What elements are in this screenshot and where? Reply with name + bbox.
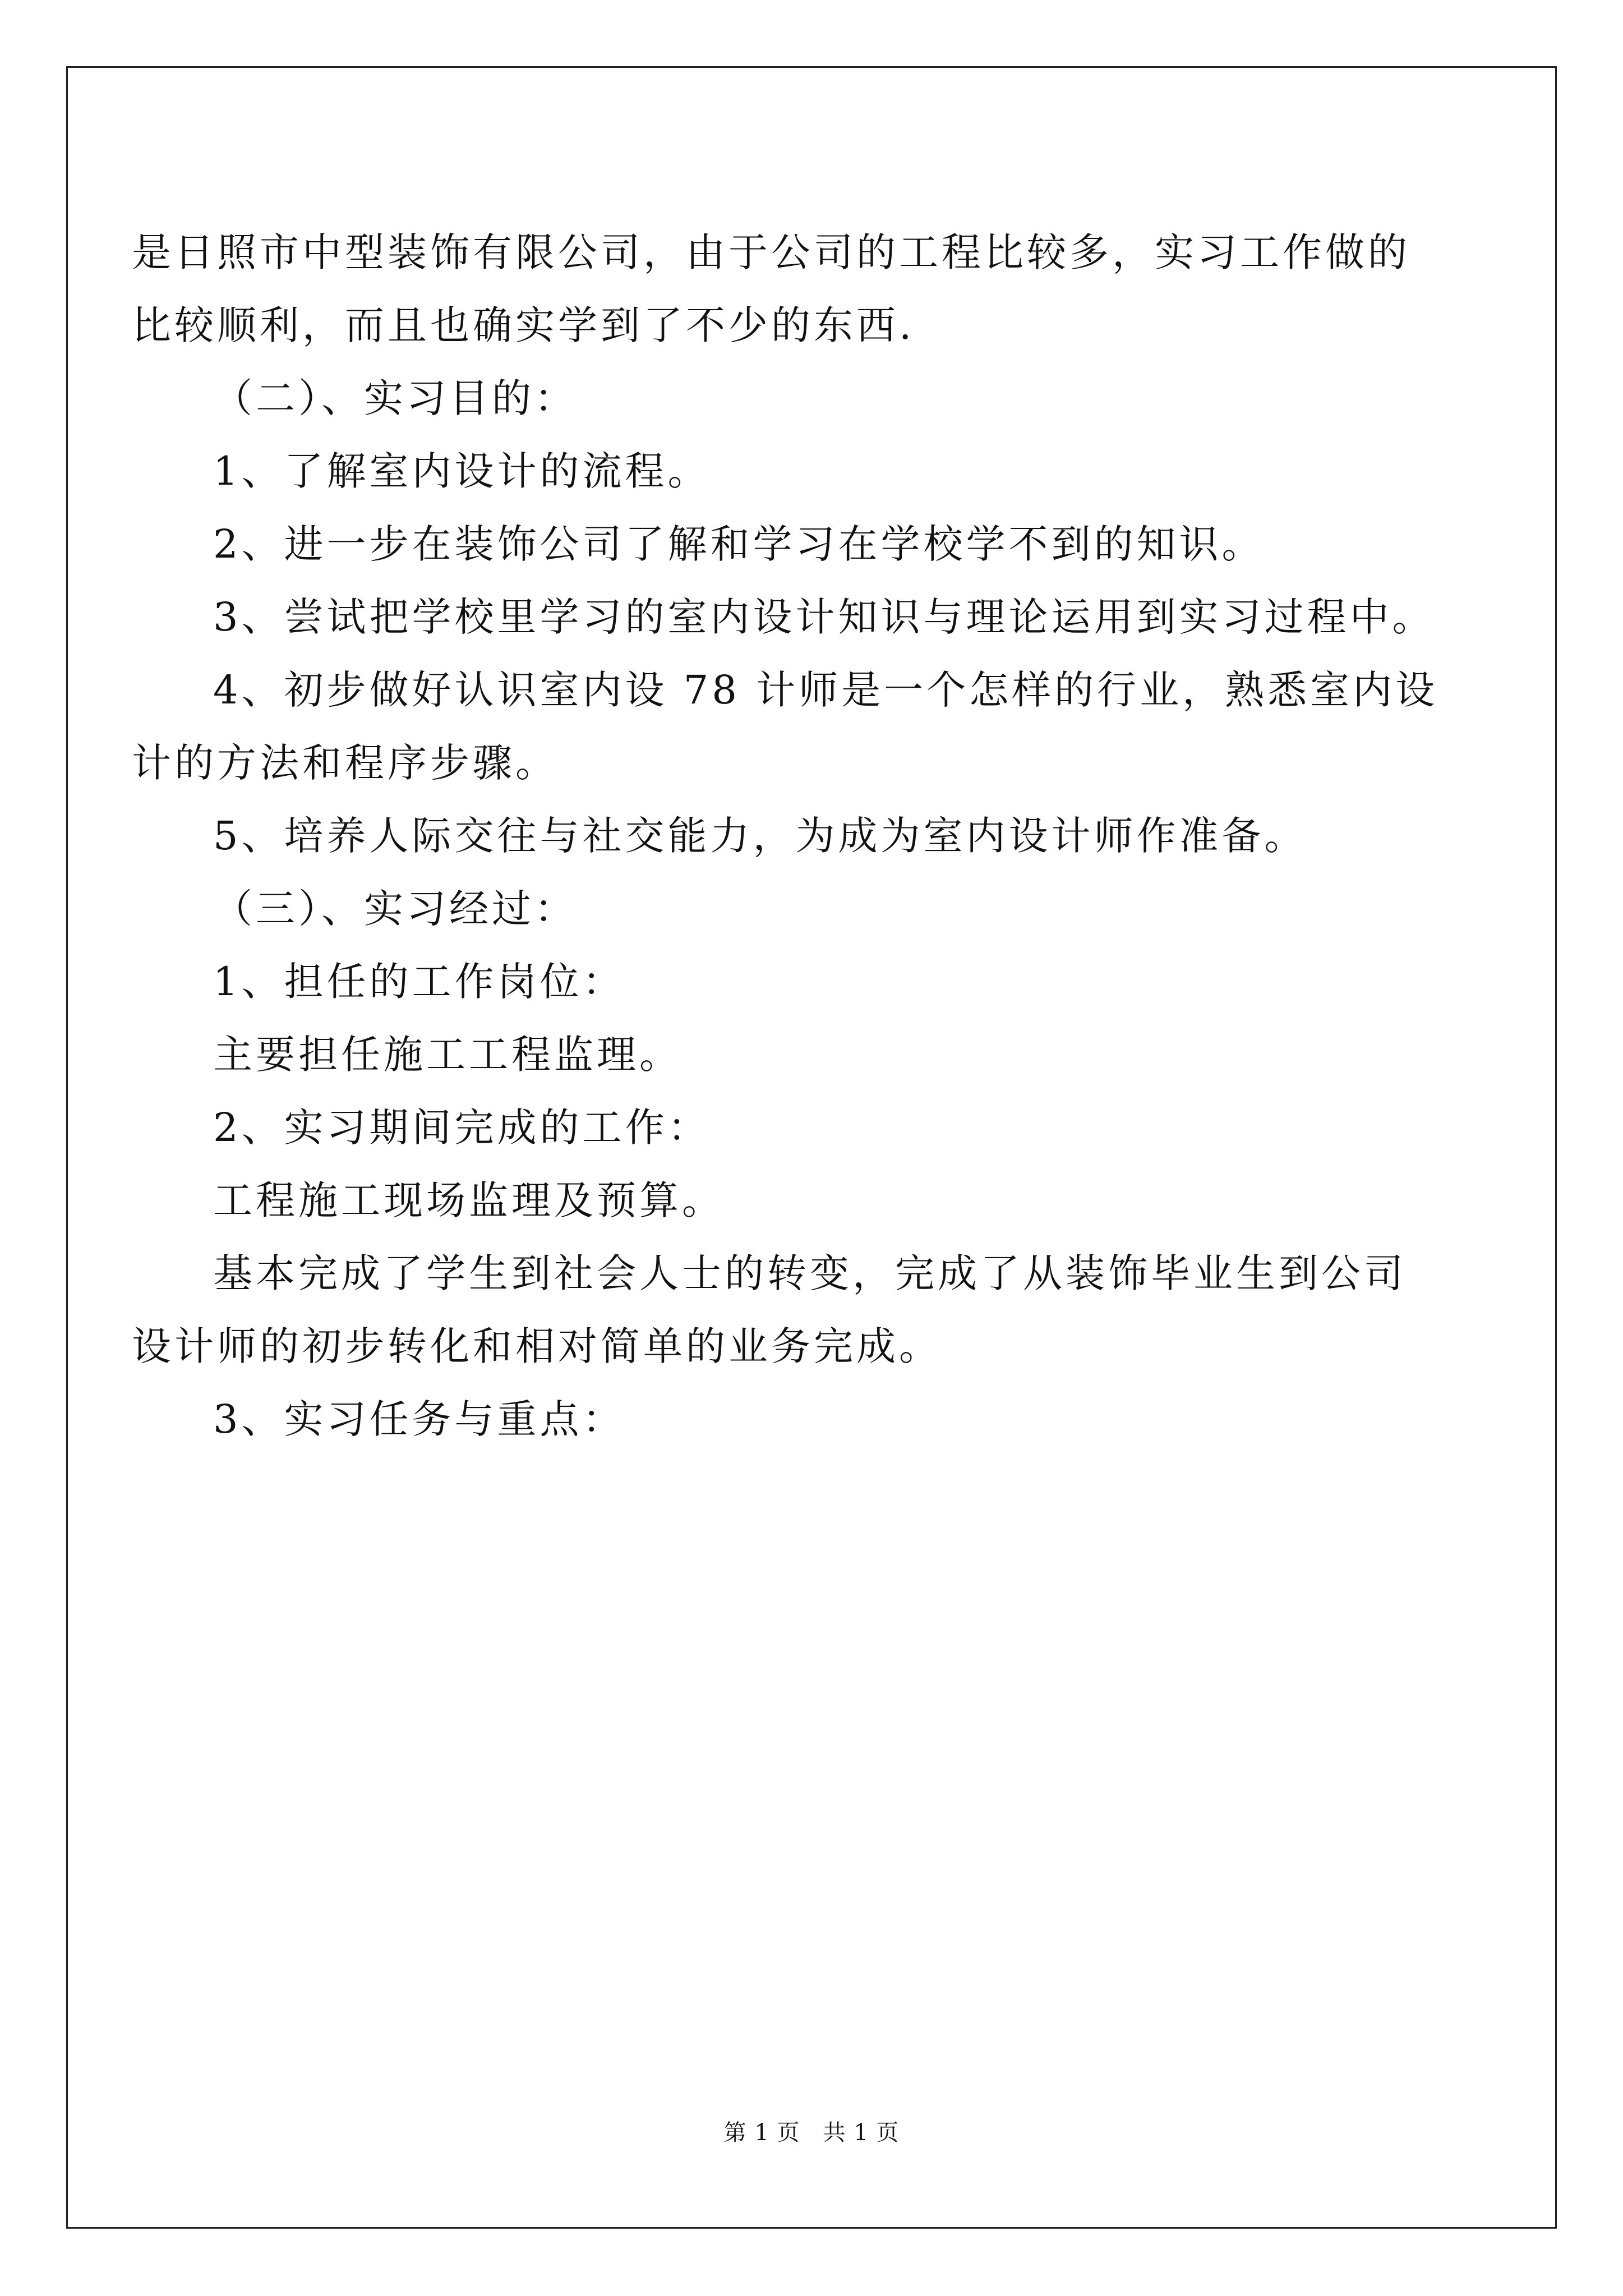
list-item: 3、尝试把学校里学习的室内设计知识与理论运用到实习过程中。 bbox=[213, 594, 1435, 640]
list-item: 1、担任的工作岗位： bbox=[213, 959, 625, 1005]
list-item: 1、了解室内设计的流程。 bbox=[213, 448, 711, 494]
list-item: 2、实习期间完成的工作： bbox=[213, 1105, 711, 1151]
section-heading: （三）、实习经过： bbox=[213, 886, 577, 932]
paragraph-line: 工程施工现场监理及预算。 bbox=[213, 1177, 725, 1223]
paragraph-line: 比较顺利，而且也确实学到了不少的东西. bbox=[132, 302, 915, 348]
paragraph-line: 主要担任施工工程监理。 bbox=[213, 1032, 682, 1078]
list-item: 4、初步做好认识室内设 78 计师是一个怎样的行业，熟悉室内设 bbox=[213, 667, 1438, 713]
paragraph-line: 计的方法和程序步骤。 bbox=[132, 740, 558, 786]
list-item: 5、培养人际交往与社交能力，为成为室内设计师作准备。 bbox=[213, 813, 1307, 859]
page-number: 第 1 页 共 1 页 bbox=[723, 2120, 900, 2146]
paragraph-line: 设计师的初步转化和相对简单的业务完成。 bbox=[132, 1323, 942, 1369]
paragraph-line: 基本完成了学生到社会人士的转变，完成了从装饰毕业生到公司 bbox=[213, 1250, 1407, 1296]
list-item: 3、实习任务与重点： bbox=[213, 1396, 625, 1442]
section-heading: （二）、实习目的： bbox=[213, 375, 577, 421]
paragraph-line: 是日照市中型装饰有限公司，由于公司的工程比较多，实习工作做的 bbox=[132, 229, 1410, 275]
list-item: 2、进一步在装饰公司了解和学习在学校学不到的知识。 bbox=[213, 521, 1265, 567]
